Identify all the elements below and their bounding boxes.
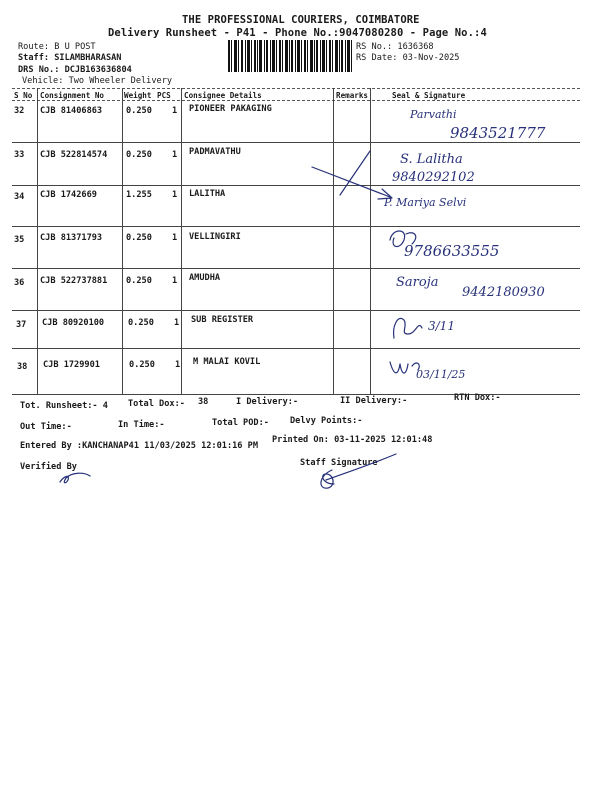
verified-by-label: Verified By (20, 462, 77, 472)
col-header-consignee: Consignee Details (184, 91, 262, 100)
signature-name: Parvathi (410, 108, 457, 121)
signature-phone: 9442180930 (462, 285, 545, 300)
col-header-seal: Seal & Signature (392, 91, 466, 100)
col-header-consignment: Consignment No (40, 91, 105, 100)
tot-runsheet: Tot. Runsheet:- 4 (20, 401, 108, 411)
col-header-sno: S No (14, 91, 33, 100)
rs-number: RS No.: 1636368 (356, 42, 434, 52)
total-dox-value: 38 (198, 397, 209, 407)
row-pcs: 1 (175, 360, 181, 370)
row-consignment-no: CJB 522737881 (40, 276, 108, 286)
signature-scribble (394, 318, 422, 338)
row-weight: 0.250 (126, 106, 152, 116)
row-consignee: M MALAI KOVIL (193, 357, 261, 367)
row-sno: 38 (17, 362, 28, 372)
row-pcs: 1 (172, 150, 178, 160)
delvy-points-label: Delvy Points:- (290, 416, 363, 426)
row-consignment-no: CJB 80920100 (42, 318, 105, 328)
row-consignment-no: CJB 81406863 (40, 106, 103, 116)
signature-row-38 (386, 346, 496, 386)
total-pod-label: Total POD:- (212, 418, 269, 428)
ii-delivery-label: II Delivery:- (340, 396, 408, 406)
row-sno: 34 (14, 192, 25, 202)
col-header-remarks: Remarks (336, 91, 369, 100)
route-label: Route: B U POST (18, 42, 96, 52)
staff-signature-label: Staff Signature (300, 458, 378, 468)
in-time-label: In Time:- (118, 420, 165, 430)
row-consignment-no: CJB 1742669 (40, 190, 97, 200)
entered-by: Entered By :KANCHANAP41 11/03/2025 12:01:16 PM (20, 441, 258, 451)
company-title: THE PROFESSIONAL COURIERS, COIMBATORE (182, 14, 420, 26)
row-consignment-no: CJB 81371793 (40, 233, 103, 243)
runsheet-subtitle: Delivery Runsheet - P41 - Phone No.:9047080280 - Page No.:4 (108, 27, 487, 39)
signature-phone: 9840292102 (392, 170, 475, 185)
strike-cross (340, 151, 370, 195)
staff-signature (312, 450, 402, 495)
printed-on: Printed On: 03-11-2025 12:01:48 (272, 435, 433, 445)
out-time-label: Out Time:- (20, 422, 72, 432)
row-pcs: 1 (172, 233, 178, 243)
signature-name: P. Mariya Selvi (384, 196, 467, 209)
row-sno: 37 (16, 320, 27, 330)
signature-row-37 (388, 308, 488, 348)
total-dox-label: Total Dox:- (128, 399, 185, 409)
row-weight: 0.250 (128, 318, 154, 328)
row-separator (12, 268, 580, 269)
table-header-border (12, 100, 580, 101)
row-consignee: AMUDHA (189, 273, 221, 283)
row-weight: 0.250 (126, 276, 152, 286)
row-sno: 33 (14, 150, 25, 160)
staff-label: Staff: SILAMBHARASAN (18, 53, 122, 63)
row-pcs: 1 (172, 276, 178, 286)
col-header-pcs: PCS (157, 91, 171, 100)
col-header-weight: Weight (124, 91, 152, 100)
row-consignee: PADMAVATHU (189, 147, 241, 157)
barcode-image (228, 40, 352, 72)
row-pcs: 1 (174, 318, 180, 328)
row-consignee: SUB REGISTER (191, 315, 254, 325)
signature-row-32 (400, 104, 590, 144)
signature-row-35 (386, 226, 576, 266)
verified-by-signature (56, 468, 96, 488)
signature-name: Saroja (396, 275, 439, 290)
row-weight: 0.250 (126, 150, 152, 160)
signature-date: 03/11/25 (416, 368, 466, 381)
signature-phone: 9786633555 (404, 242, 500, 260)
signature-date: 3/11 (428, 319, 455, 333)
rs-date: RS Date: 03-Nov-2025 (356, 53, 460, 63)
signature-name: S. Lalitha (400, 152, 463, 167)
table-top-border (12, 88, 580, 89)
signature-phone: 9843521777 (450, 124, 546, 142)
row-sno: 36 (14, 278, 25, 288)
row-consignee: LALITHA (189, 189, 226, 199)
row-consignment-no: CJB 1729901 (43, 360, 100, 370)
row-pcs: 1 (172, 190, 178, 200)
row-consignee: VELLINGIRI (189, 232, 241, 242)
signature-row-36 (396, 270, 586, 310)
row-weight: 0.250 (126, 233, 152, 243)
row-consignee: PIONEER PAKAGING (189, 104, 272, 114)
row-sno: 35 (14, 235, 25, 245)
row-consignment-no: CJB 522814574 (40, 150, 108, 160)
row-pcs: 1 (172, 106, 178, 116)
row-weight: 1.255 (126, 190, 152, 200)
row-weight: 0.250 (129, 360, 155, 370)
drs-number: DRS No.: DCJB163636804 (18, 65, 132, 75)
strike-cross (312, 167, 390, 197)
i-delivery-label: I Delivery:- (236, 397, 299, 407)
vehicle-label: Vehicle: Two Wheeler Delivery (22, 76, 173, 86)
row-sno: 32 (14, 106, 25, 116)
signature-row-34 (384, 190, 524, 214)
signature-scribble (390, 362, 419, 373)
row-separator (12, 310, 580, 311)
rtn-dox-label: RTN Dox:- (454, 393, 501, 403)
